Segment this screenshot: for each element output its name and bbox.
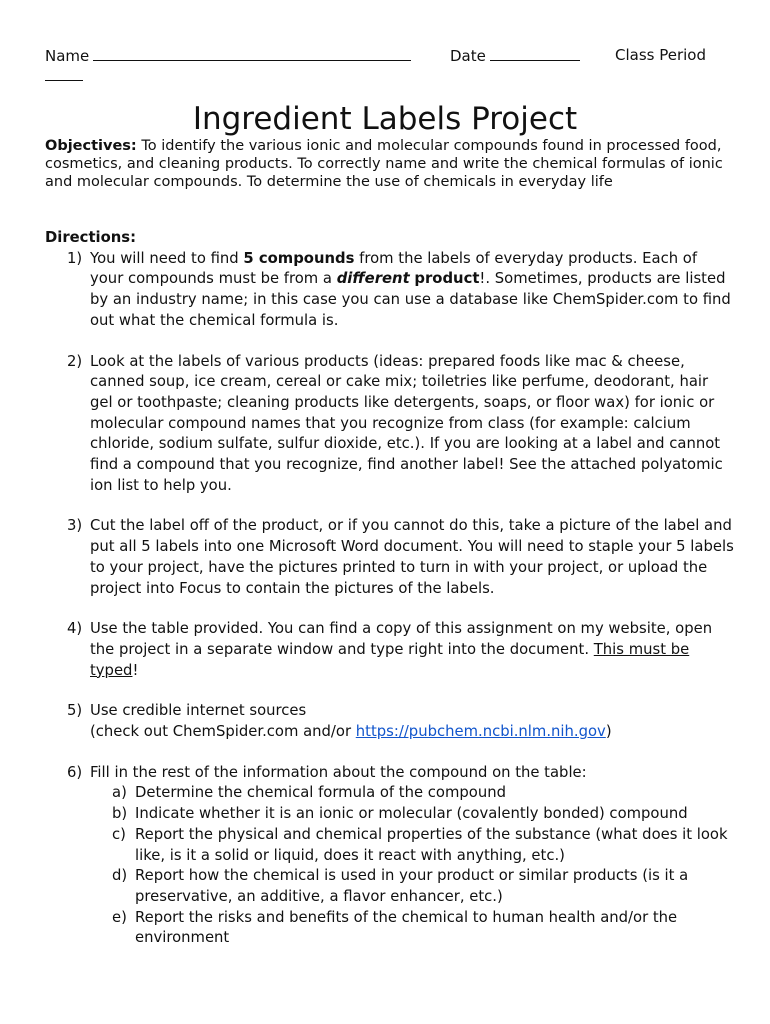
item-bold: 5 compounds	[243, 249, 355, 267]
sub-item-c	[90, 825, 735, 866]
direction-item-6	[45, 763, 735, 949]
item-text-end: !	[132, 661, 139, 679]
direction-item-4	[45, 619, 735, 681]
class-period-blank[interactable]	[45, 66, 83, 81]
item-number: 1)	[67, 249, 83, 267]
page-title: Ingredient Labels Project	[192, 101, 578, 137]
objectives-text: To identify the various ionic and molecular compounds found in processed food, cosmetics, and cleaning products. To correctly name and write the chemical formulas of ionic and molecular compounds. To determine the use of chemicals in everyday life	[45, 138, 723, 190]
directions-heading: Directions:	[45, 229, 137, 246]
item-text: You will need to find	[90, 249, 244, 267]
item-text: Use credible internet sources	[90, 702, 307, 720]
sub-letter: e)	[112, 908, 127, 926]
sub-letter: d)	[112, 867, 128, 885]
direction-item-3	[45, 516, 735, 599]
objectives-label: Objectives:	[45, 138, 137, 154]
item-text: Look at the labels of various products (ideas: prepared foods like mac & cheese, canned soup, ice cream, cereal or cake mix; toiletries like perfume, deodorant, hair gel or toothpaste; cleaning products like detergents, soaps, or floor wax) for ionic or molecular compound names that you recognize from class (for example: calcium chloride, sodium sulfate, sulfur dioxide, etc.). If you are looking at a label and cannot find a compound that you recognize, find another label! See the attached polyatomic ion list to help you.	[90, 352, 723, 494]
directions-section	[45, 228, 735, 969]
item-number: 6)	[67, 763, 83, 781]
sub-text: Report the risks and benefits of the chemical to human health and/or the environment	[135, 908, 678, 947]
date-label: Date	[450, 47, 486, 65]
item-text: from the labels of everyday products. Each of your compounds must be from a	[90, 249, 698, 288]
item-number: 2)	[67, 352, 83, 370]
direction-item-1	[45, 249, 735, 332]
item-text: (check out ChemSpider.com and/or	[90, 723, 356, 741]
item-bold: product	[414, 270, 480, 288]
direction-item-5	[45, 701, 735, 742]
item-text: !. Sometimes, products are listed by an industry name; in this case you can use a database like ChemSpider.com to find out what the chemical formula is.	[90, 270, 731, 329]
item-text: Fill in the rest of the information about the compound on the table:	[90, 763, 587, 781]
item-number: 4)	[67, 620, 83, 638]
sub-letter: b)	[112, 805, 128, 823]
sub-text: Indicate whether it is an ionic or molecular (covalently bonded) compound	[135, 805, 688, 823]
objectives-paragraph	[45, 137, 725, 191]
item-text: )	[605, 723, 612, 741]
item-text: Cut the label off of the product, or if you cannot do this, take a picture of the label and put all 5 labels into one Microsoft Word document. You will need to staple your 5 labels to your project, have the pictures printed to turn in with your project, or upload the project into Focus to contain the pictures of the labels.	[90, 517, 734, 597]
item-bold-italic: different	[336, 270, 410, 288]
sub-item-b	[90, 804, 735, 825]
sub-letter: a)	[112, 784, 127, 802]
item-text: Use the table provided. You can find a copy of this assignment on my website, open the project in a separate window and type right into the document.	[90, 620, 713, 658]
sub-list	[90, 783, 735, 949]
direction-item-2	[45, 352, 735, 497]
pubchem-link[interactable]: https://pubchem.ncbi.nlm.nih.gov	[355, 723, 606, 741]
date-blank[interactable]	[490, 46, 580, 61]
header-fields	[45, 46, 725, 66]
sub-item-d	[90, 866, 735, 907]
class-period-field	[615, 46, 706, 65]
sub-text: Determine the chemical formula of the compound	[135, 784, 506, 802]
sub-item-e	[90, 908, 735, 949]
sub-letter: c)	[112, 825, 126, 843]
name-label: Name	[45, 47, 90, 65]
item-number: 3)	[67, 517, 83, 535]
class-period-label: Class Period	[615, 46, 707, 64]
item-underlined: This must be typed	[90, 640, 690, 679]
date-field	[450, 46, 580, 66]
directions-list	[45, 249, 735, 949]
sub-item-a	[90, 783, 735, 804]
sub-text: Report how the chemical is used in your product or similar products (is it a preservative, an additive, a flavor enhancer, etc.)	[135, 867, 689, 905]
sub-text: Report the physical and chemical properties of the substance (what does it look like, is it a solid or liquid, does it react with anything, etc.)	[135, 825, 728, 864]
item-number: 5)	[67, 702, 83, 720]
name-blank[interactable]	[93, 46, 411, 61]
